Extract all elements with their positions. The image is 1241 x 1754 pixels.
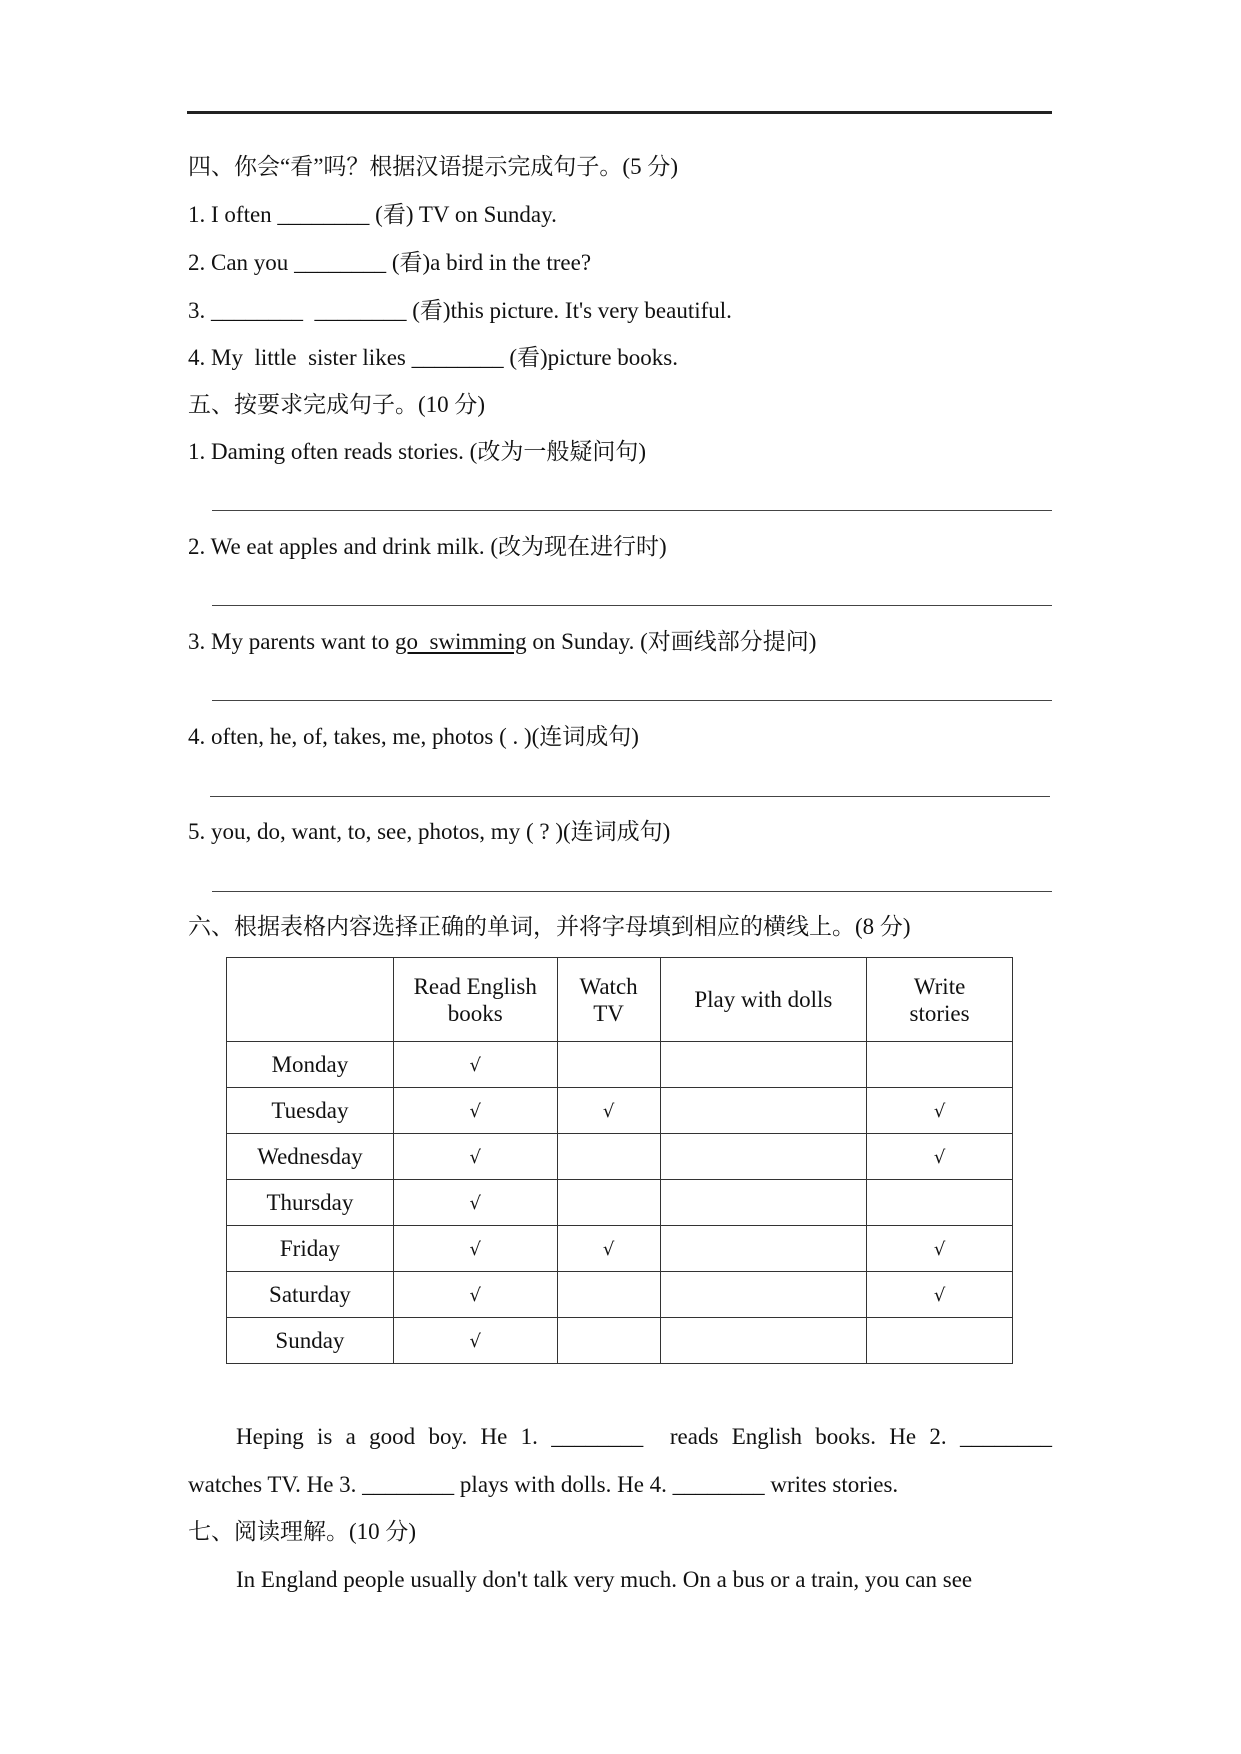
- check-mark-icon: √: [602, 1239, 615, 1260]
- day-cell: Thursday: [227, 1180, 394, 1226]
- answer-line-3[interactable]: [212, 700, 1052, 701]
- day-cell: Friday: [227, 1226, 394, 1272]
- mark-cell: [557, 1272, 660, 1318]
- item-text: 3. My parents want to: [188, 629, 395, 654]
- day-cell: Wednesday: [227, 1134, 394, 1180]
- table-row: [227, 1134, 1013, 1180]
- table-row: [227, 1318, 1013, 1364]
- activity-table: [226, 957, 1013, 1364]
- mark-cell: [393, 1134, 557, 1180]
- item-text: (看)this picture. It's very beautiful.: [406, 298, 732, 323]
- section-5-item-3: [188, 627, 816, 657]
- item-text: 2. Can you: [188, 250, 295, 275]
- passage-line-1: Heping is a good boy. He 1. ________ reads English books. He 2. ________: [236, 1424, 1052, 1449]
- mark-cell: [393, 1272, 557, 1318]
- answer-line-2[interactable]: [212, 605, 1052, 606]
- header-cell-empty: [227, 958, 394, 1042]
- header-text: books: [447, 1000, 503, 1026]
- item-text: (看) TV on Sunday.: [369, 202, 557, 227]
- mark-cell: [660, 1180, 867, 1226]
- mark-cell: [557, 1180, 660, 1226]
- mark-cell: [557, 1088, 660, 1134]
- header-rule: [187, 111, 1052, 114]
- check-mark-icon: √: [933, 1239, 946, 1260]
- check-mark-icon: √: [469, 1239, 481, 1260]
- section-4-item-1: [188, 200, 557, 230]
- fill-blank[interactable]: ________: [277, 202, 370, 227]
- section-7-title: 七、阅读理解。(10 分): [188, 1519, 417, 1544]
- item-text: (看)picture books.: [503, 345, 678, 370]
- mark-cell: [867, 1088, 1013, 1134]
- section-5-item-2: 2. We eat apples and drink milk. (改为现在进行时): [188, 534, 667, 559]
- fill-blank[interactable]: ________: [211, 298, 303, 323]
- mark-cell: [393, 1042, 557, 1088]
- mark-cell: [557, 1134, 660, 1180]
- header-text: Watch: [579, 973, 638, 999]
- mark-cell: [393, 1180, 557, 1226]
- mark-cell: [393, 1088, 557, 1134]
- item-text: 4. My little sister likes: [188, 345, 412, 370]
- mark-cell: [660, 1088, 867, 1134]
- passage-line-2: watches TV. He 3. ________ plays with dolls. He 4. ________ writes stories.: [188, 1472, 899, 1497]
- section-4-item-2: [188, 248, 591, 278]
- check-mark-icon: √: [933, 1147, 946, 1168]
- day-cell: Saturday: [227, 1272, 394, 1318]
- table-row: [227, 1088, 1013, 1134]
- item-text: 3.: [188, 298, 211, 323]
- section-5-item-4: 4. often, he, of, takes, me, photos ( . )(连词成句): [188, 724, 639, 749]
- check-mark-icon: √: [469, 1193, 481, 1214]
- mark-cell: [660, 1042, 867, 1088]
- fill-blank[interactable]: ________: [314, 298, 407, 323]
- day-cell: Tuesday: [227, 1088, 394, 1134]
- day-cell: Monday: [227, 1042, 394, 1088]
- check-mark-icon: √: [469, 1101, 481, 1122]
- answer-line-1[interactable]: [212, 510, 1052, 511]
- header-text: Play with dolls: [694, 987, 833, 1012]
- section-4-title: 四、你会“看”吗？根据汉语提示完成句子。(5 分): [188, 154, 678, 179]
- table-row: [227, 1180, 1013, 1226]
- header-cell-read-english-books: [393, 958, 557, 1042]
- header-text: Write: [913, 973, 966, 999]
- mark-cell: [660, 1272, 867, 1318]
- mark-cell: [867, 1134, 1013, 1180]
- section-5-item-5: 5. you, do, want, to, see, photos, my ( ? )(连词成句): [188, 819, 671, 844]
- mark-cell: [867, 1042, 1013, 1088]
- mark-cell: [660, 1134, 867, 1180]
- mark-cell: [867, 1318, 1013, 1364]
- item-text: on Sunday. (对画线部分提问): [526, 629, 817, 654]
- mark-cell: [557, 1042, 660, 1088]
- check-mark-icon: √: [602, 1101, 615, 1122]
- fill-blank[interactable]: ________: [294, 250, 387, 275]
- header-text: Read English: [413, 973, 537, 999]
- day-cell: Sunday: [227, 1318, 394, 1364]
- item-text: 1. I often: [188, 202, 278, 227]
- header-text: stories: [909, 1000, 970, 1026]
- mark-cell: [660, 1226, 867, 1272]
- check-mark-icon: √: [933, 1101, 946, 1122]
- mark-cell: [867, 1226, 1013, 1272]
- mark-cell: [393, 1318, 557, 1364]
- check-mark-icon: √: [469, 1055, 481, 1076]
- mark-cell: [557, 1226, 660, 1272]
- section-5-title: 五、按要求完成句子。(10 分): [188, 392, 486, 417]
- mark-cell: [660, 1318, 867, 1364]
- reading-passage-line-1: In England people usually don't talk very much. On a bus or a train, you can see: [236, 1567, 973, 1592]
- table-row: [227, 1272, 1013, 1318]
- section-6-title: 六、根据表格内容选择正确的单词，并将字母填到相应的横线上。(8 分): [188, 914, 911, 939]
- mark-cell: [867, 1272, 1013, 1318]
- mark-cell: [557, 1318, 660, 1364]
- check-mark-icon: √: [469, 1147, 481, 1168]
- item-text: (看)a bird in the tree?: [386, 250, 592, 275]
- fill-blank[interactable]: ________: [411, 345, 504, 370]
- check-mark-icon: √: [933, 1285, 946, 1306]
- section-4-item-3: [188, 296, 732, 326]
- header-cell-play-with-dolls: [660, 958, 867, 1042]
- check-mark-icon: √: [469, 1285, 481, 1306]
- answer-line-4[interactable]: [210, 796, 1050, 797]
- table-header-row: [227, 958, 1013, 1042]
- table-row: [227, 1042, 1013, 1088]
- underlined-phrase: go swimming: [394, 629, 527, 654]
- table-row: [227, 1226, 1013, 1272]
- header-cell-watch-tv: [557, 958, 660, 1042]
- answer-line-5[interactable]: [212, 891, 1052, 892]
- header-text: TV: [593, 1000, 624, 1026]
- mark-cell: [393, 1226, 557, 1272]
- header-cell-write-stories: [867, 958, 1013, 1042]
- section-4-item-4: [188, 343, 678, 373]
- mark-cell: [867, 1180, 1013, 1226]
- check-mark-icon: √: [469, 1331, 481, 1352]
- section-5-item-1: 1. Daming often reads stories. (改为一般疑问句): [188, 439, 647, 464]
